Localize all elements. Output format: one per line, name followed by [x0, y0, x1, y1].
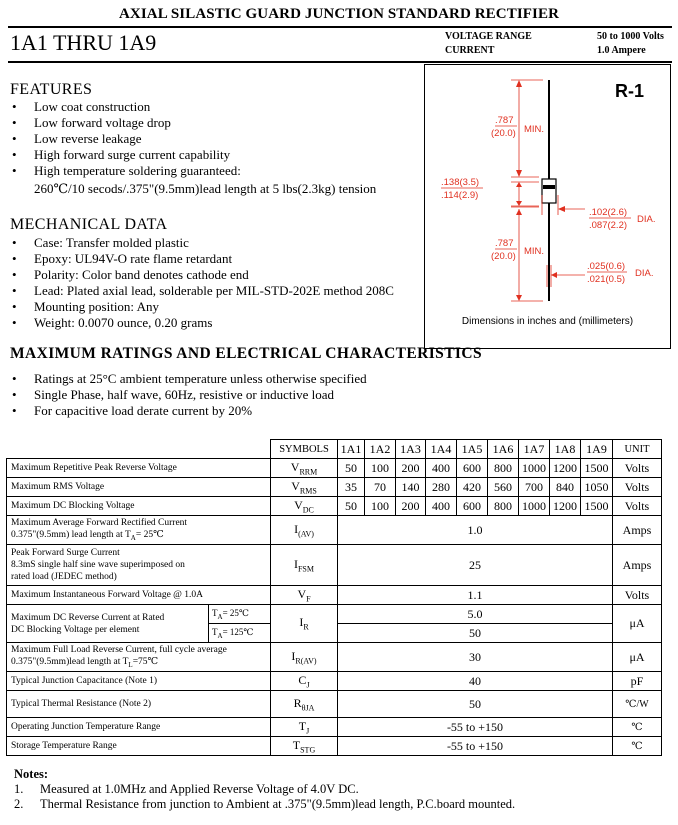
dim-body-len-min: .114(2.9)	[441, 190, 479, 201]
table-row: Storage Temperature Range $T_{STG}$ -55 to +150 ℃	[7, 737, 662, 756]
spec-labels	[445, 30, 532, 58]
list-item: • Ratings at 25°C ambient temperature unless otherwise specified	[10, 371, 367, 387]
header-rule	[8, 26, 672, 28]
mechanical-heading: MECHANICAL DATA	[10, 216, 168, 233]
notes-section	[14, 767, 515, 812]
list-item-subline: 260℃/10 secods/.375"(9.5mm)lead length at 5 lbs(2.3kg) tension	[34, 181, 377, 196]
ratings-table	[6, 439, 662, 756]
list-item: • Lead: Plated axial lead, solderable per MIL-STD-202E method 208C	[10, 283, 394, 299]
list-item: • Low reverse leakage	[10, 131, 376, 147]
dim-lead-dia-label: DIA.	[635, 268, 654, 279]
list-item: • For capacitive load derate current by 20%	[10, 403, 367, 419]
list-item: • Low forward voltage drop	[10, 115, 376, 131]
dim-lead-top-mm: (20.0)	[491, 128, 516, 139]
header-cell: 1A4	[426, 440, 457, 459]
voltage-range-value: 50 to 1000 Volts	[597, 31, 664, 42]
table-row: Typical Thermal Resistance (Note 2) $R_{\theta JA}$ 50 ℃/W	[7, 691, 662, 718]
package-outline-box	[424, 64, 671, 349]
dim-lead-top-inch: .787	[495, 115, 514, 126]
dimensions-note: Dimensions in inches and (millimeters)	[461, 316, 634, 327]
table-row: Typical Junction Capacitance (Note 1) $C_J$ 40 pF	[7, 672, 662, 691]
document-title: AXIAL SILASTIC GUARD JUNCTION STANDARD RECTIFIER	[118, 6, 559, 22]
header-cell: 1A7	[519, 440, 550, 459]
package-drawing	[425, 65, 670, 348]
header-cell: 1A3	[396, 440, 426, 459]
dim-lead-dia-min: .021(0.5)	[587, 274, 626, 285]
list-item: • Mounting position: Any	[10, 299, 394, 315]
list-item: • High temperature soldering guaranteed:	[10, 163, 376, 179]
dim-lead-top-min: MIN.	[524, 124, 545, 135]
dim-body-dia-label: DIA.	[637, 214, 656, 225]
package-name: R-1	[614, 81, 644, 101]
header-cell: SYMBOLS	[271, 440, 338, 459]
header-cell: 1A2	[365, 440, 396, 459]
table-header-row	[7, 440, 662, 459]
header-cell: 1A1	[338, 440, 365, 459]
ratings-heading: MAXIMUM RATINGS AND ELECTRICAL CHARACTERISTICS	[10, 345, 482, 362]
current-label: CURRENT	[445, 45, 495, 56]
table-row: Maximum DC Blocking Voltage $V_{DC}$ 50 100 200 400 600 800 1000 1200 1500 Volts	[7, 497, 662, 516]
notes-heading: Notes:	[14, 767, 49, 781]
table-row: Peak Forward Surge Current 8.3mS single half sine wave superimposed on rated load (JEDEC method) $I_{FSM}$ 25 Amps	[7, 545, 662, 586]
header-cell: UNIT	[613, 440, 662, 459]
dim-body-dia-max: .102(2.6)	[589, 207, 628, 218]
note-item: 1. Measured at 1.0MHz and Applied Reverse Voltage of 4.0V DC.	[14, 782, 359, 796]
features-list	[10, 99, 376, 197]
dim-lead-dia-max: .025(0.6)	[587, 261, 626, 272]
table-row: Maximum Repetitive Peak Reverse Voltage $V_{RRM}$ 50 100 200 400 600 800 1000 1200 1500 Volts	[7, 459, 662, 478]
dim-lead-bot-mm: (20.0)	[491, 251, 516, 262]
voltage-range-label: VOLTAGE RANGE	[445, 31, 532, 42]
list-item: • Low coat construction	[10, 99, 376, 115]
dim-lead-bot-min: MIN.	[524, 246, 545, 257]
note-item: 2. Thermal Resistance from junction to Ambient at .375"(9.5mm)lead length, P.C.board mounted.	[14, 797, 516, 811]
ratings-list	[10, 371, 367, 419]
table-row: $T_A=$ 125℃ 50	[7, 624, 662, 643]
header-rule-bottom	[8, 61, 672, 63]
list-item: • Weight: 0.0070 ounce, 0.20 grams	[10, 315, 394, 331]
header-cell: 1A5	[457, 440, 488, 459]
list-item: • Epoxy: UL94V-O rate flame retardant	[10, 251, 394, 267]
header-cell: 1A8	[550, 440, 581, 459]
list-item: • Single Phase, half wave, 60Hz, resistive or inductive load	[10, 387, 367, 403]
dim-body-len-max: .138(3.5)	[441, 177, 480, 188]
features-heading: FEATURES	[10, 81, 93, 98]
list-item: • High forward surge current capability	[10, 147, 376, 163]
dim-lead-bot-inch: .787	[495, 238, 514, 249]
mechanical-list	[10, 235, 394, 331]
table-row: Maximum Average Forward Rectified Current 0.375"(9.5mm) lead length at $T_A=$ 25℃ $I_{(AV)}$ 1.0 Amps	[7, 516, 662, 545]
spec-values	[597, 30, 664, 58]
current-value: 1.0 Ampere	[597, 45, 646, 56]
table-row: Maximum Instantaneous Forward Voltage @ 1.0A $V_F$ 1.1 Volts	[7, 586, 662, 605]
part-number: 1A1 THRU 1A9	[10, 30, 157, 55]
header-cell: 1A6	[488, 440, 519, 459]
table-row: Maximum Full Load Reverse Current, full cycle average 0.375"(9.5mm)lead length at $T_L=75℃$ $I_{R(AV)}$ 30 μA	[7, 643, 662, 672]
table-row: Maximum DC Reverse Current at Rated DC Blocking Voltage per element $T_A=$ 25℃ $I_R$ 5.0 μA	[7, 605, 662, 624]
table-row: Maximum RMS Voltage $V_{RMS}$ 35 70 140 280 420 560 700 840 1050 Volts	[7, 478, 662, 497]
list-item: • Case: Transfer molded plastic	[10, 235, 394, 251]
list-item: • Polarity: Color band denotes cathode end	[10, 267, 394, 283]
header-cell: 1A9	[581, 440, 613, 459]
table-row: Operating Junction Temperature Range $T_J$ -55 to +150 ℃	[7, 718, 662, 737]
dim-body-dia-min: .087(2.2)	[589, 220, 628, 231]
